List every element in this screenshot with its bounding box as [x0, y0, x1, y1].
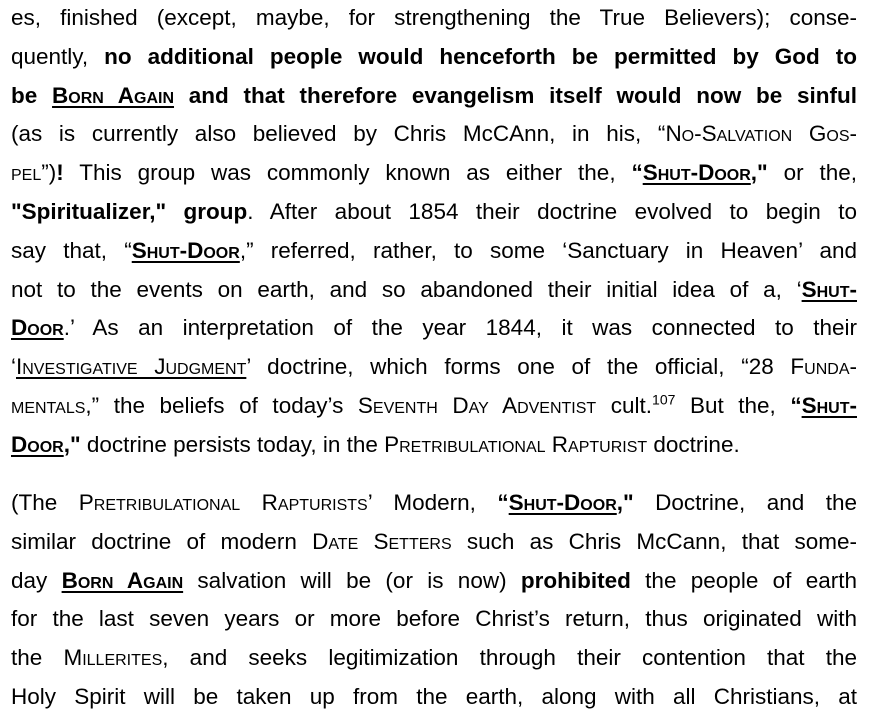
- text-run: Shut-: [801, 276, 857, 302]
- text-run: Door: [11, 431, 64, 457]
- text-run: . After about 1854 their doctrine evolved to begin to: [247, 199, 857, 224]
- text-run: .’ As an interpretation of the year 1844, it was connected to their: [63, 315, 857, 341]
- text-line: [11, 83, 857, 122]
- text-run: the: [11, 645, 64, 671]
- text-run: similar doctrine of modern: [11, 528, 313, 554]
- text-run: Born Again: [52, 82, 175, 108]
- text-run: Pretribulational Rapturists: [78, 490, 368, 515]
- text-line: [11, 529, 857, 568]
- text-run: “: [631, 160, 643, 186]
- text-run: be: [11, 82, 53, 108]
- text-run: and that therefore evangelism itself would now be sinful: [174, 82, 857, 108]
- text-run: not to the events on earth, and so abandoned their initial idea of a, ‘: [11, 276, 802, 302]
- text-run: !: [56, 160, 64, 186]
- text-run: Shut-: [801, 393, 857, 418]
- text-run: prohibited: [520, 567, 631, 593]
- text-line: [11, 490, 857, 529]
- text-run: say that, “: [11, 237, 132, 263]
- text-run: ‘: [11, 354, 16, 380]
- text-line: [11, 568, 857, 607]
- text-run: pel: [11, 160, 42, 186]
- text-run: Investigative Judgment: [16, 354, 247, 380]
- text-run: quently,: [11, 43, 105, 69]
- text-run: mentals: [11, 393, 86, 418]
- text-run: cult.: [596, 393, 653, 418]
- text-run: No-Salvation Gos-: [665, 121, 857, 147]
- text-run: Pretribulational Rapturist: [384, 431, 648, 457]
- text-run: But the,: [675, 393, 791, 418]
- text-run: “: [790, 393, 802, 418]
- text-line: [11, 121, 857, 160]
- text-run: es, finished (except, maybe, for strengthening the True Believers); conse-: [11, 5, 857, 30]
- text-run: Shut-Door: [508, 490, 617, 515]
- text-run: This group was commonly known as either the,: [63, 160, 632, 186]
- text-line: [11, 354, 857, 393]
- text-run: such as Chris McCann, that some-: [451, 528, 857, 554]
- text-line: [11, 432, 857, 471]
- text-run: the people of earth: [630, 567, 858, 593]
- text-run: "Spiritualizer," group: [11, 199, 248, 224]
- text-line: [11, 44, 857, 83]
- text-run: Born Again: [61, 567, 184, 593]
- text-run: no additional people would henceforth be permitted by God to: [104, 43, 857, 69]
- text-run: Shut-Door: [131, 237, 240, 263]
- text-run: doctrine.: [647, 431, 740, 457]
- text-run: ,” referred, rather, to some ‘Sanctuary in Heaven’ and: [239, 237, 857, 263]
- text-run: ’ doctrine, which forms one of the official, “28: [246, 354, 791, 380]
- text-run: Seventh Day Adventist: [357, 393, 597, 418]
- text-run: Holy Spirit will be taken up from the earth, along with all Christians, at: [11, 684, 857, 709]
- text-line: [11, 606, 857, 645]
- text-run: ”): [41, 160, 57, 186]
- text-run: Door: [11, 315, 64, 341]
- text-run: ,” the beliefs of today’s: [85, 393, 358, 418]
- text-run: Millerites: [63, 645, 163, 671]
- text-run: Date Setters: [312, 528, 452, 554]
- text-line: [11, 684, 857, 716]
- text-run: Shut-Door: [642, 160, 751, 186]
- footnote-reference: 107: [652, 391, 676, 408]
- text-line: [11, 315, 857, 354]
- text-run: day: [11, 567, 62, 593]
- text-run: “: [497, 490, 509, 515]
- text-line: [11, 238, 857, 277]
- text-run: (The: [11, 490, 79, 515]
- text-run: doctrine persists today, in the: [80, 431, 385, 457]
- text-line: [11, 645, 857, 684]
- text-run: ’ Modern,: [367, 490, 498, 515]
- text-run: ,": [750, 160, 768, 186]
- text-line: [11, 160, 857, 199]
- text-run: , and seeks legitimization through their contention that the: [162, 645, 858, 671]
- text-run: ,": [63, 431, 81, 457]
- text-run: for the last seven years or more before Christ’s return, thus originated with: [11, 606, 857, 632]
- text-run: Funda-: [790, 354, 857, 380]
- text-line: [11, 5, 857, 44]
- text-line: [11, 277, 857, 316]
- text-run: or the,: [767, 160, 857, 186]
- text-line: [11, 393, 857, 432]
- text-line: [11, 199, 857, 238]
- text-run: ,": [616, 490, 634, 515]
- text-run: (as is currently also believed by Chris McCAnn, in his, “: [11, 121, 666, 147]
- text-run: Doctrine, and the: [633, 490, 858, 515]
- text-run: salvation will be (or is now): [183, 567, 521, 593]
